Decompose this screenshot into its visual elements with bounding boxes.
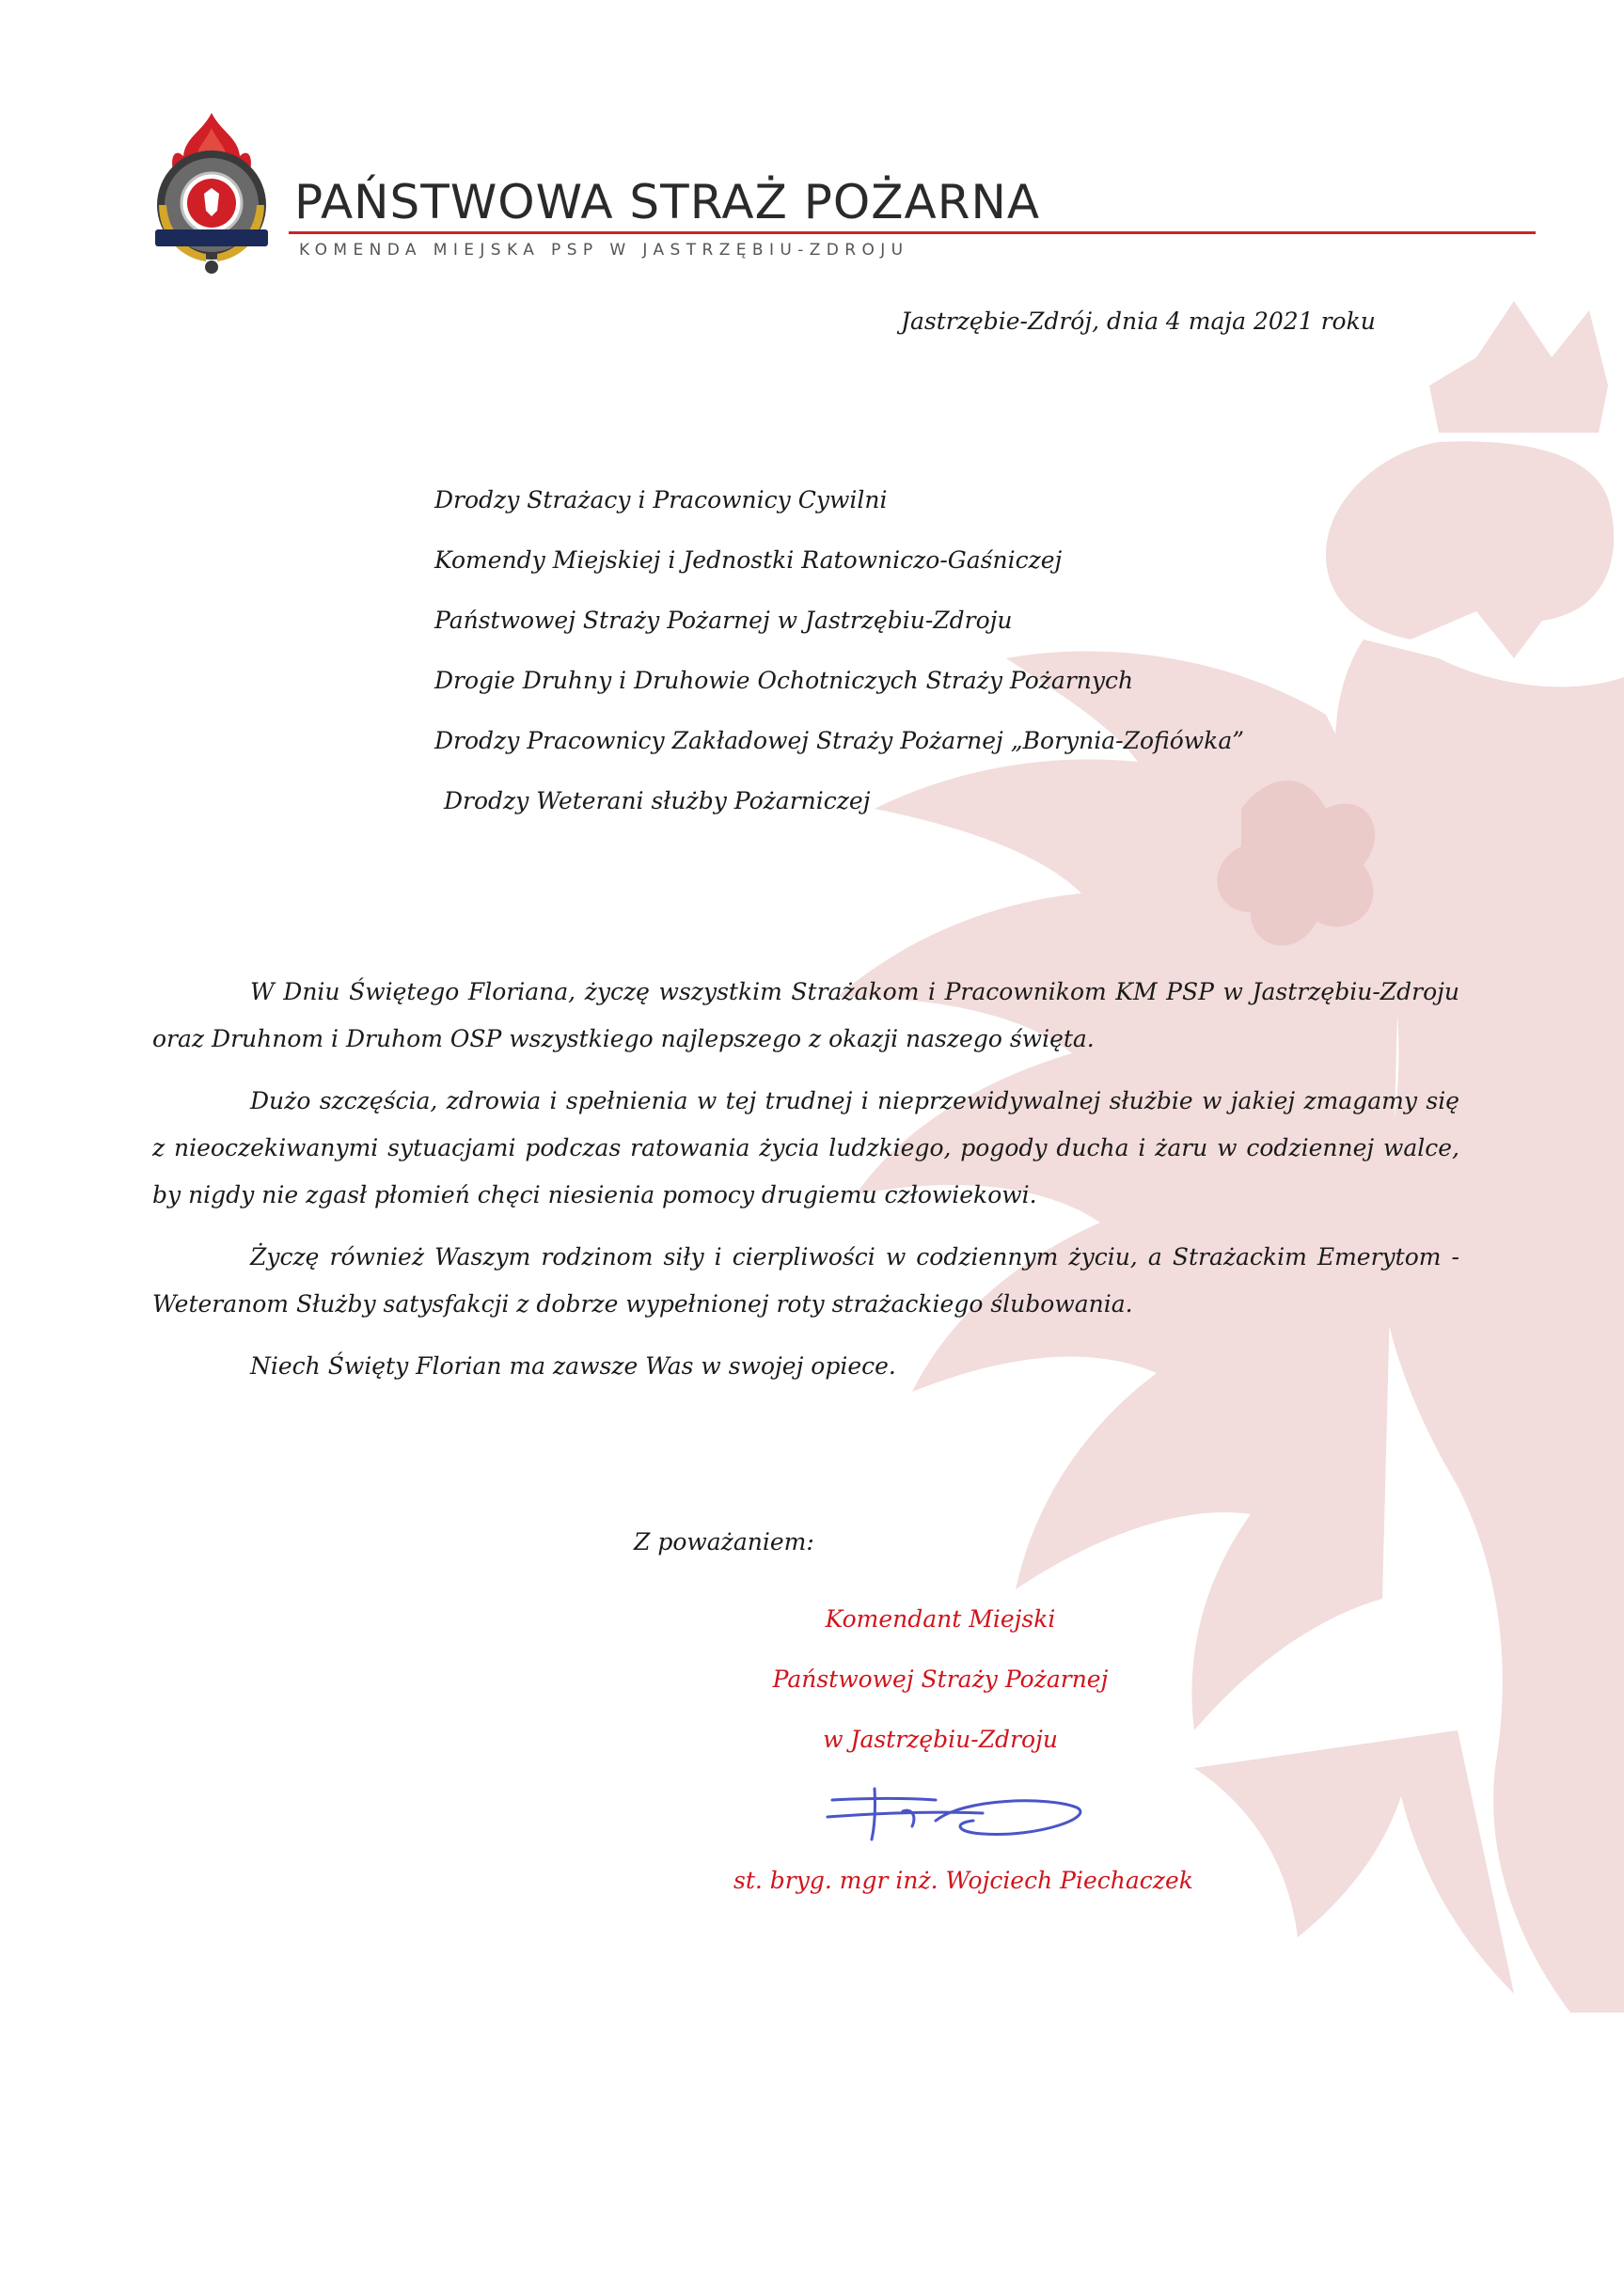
header-divider [289,231,1536,234]
addressee-line: Komendy Miejskiej i Jednostki Ratowniczo-Gaśniczej [434,546,1063,574]
signer-title-line: Państwowej Straży Pożarnej [772,1665,1109,1693]
signature-block [696,1589,1185,1770]
handwritten-signature-icon [823,1779,1086,1845]
signer-title-line: Komendant Miejski [825,1605,1056,1633]
body-paragraph: Niech Święty Florian ma zawsze Was w swojej opiece. [250,1352,896,1380]
signer-name: st. bryg. mgr inż. Wojciech Piechaczek [733,1867,1193,1894]
body-paragraph: Życzę również Waszym rodzinom siły i cierpliwości w codziennym życiu, a Strażackim Emerytom - Weteranom Służby satysfakcji z dobrze wypełnionej roty strażackiego ślubowania. [152,1243,1459,1318]
addressee-line: Drogie Druhny i Druhowie Ochotniczych Straży Pożarnych [434,667,1134,694]
addressee-line: Państwowej Straży Pożarnej w Jastrzębiu-Zdroju [434,607,1013,634]
letter-body [152,969,1459,1405]
addressee-line: Drodzy Strażacy i Pracownicy Cywilni [434,486,888,513]
addressee-line: Drodzy Weterani służby Pożarniczej [444,787,871,814]
org-name: PAŃSTWOWA STRAŻ POŻARNA [294,175,1041,229]
org-subtitle: KOMENDA MIEJSKA PSP W JASTRZĘBIU-ZDROJU [299,241,909,260]
addressee-list [434,470,1244,831]
signer-title-line: w Jastrzębiu-Zdroju [823,1726,1058,1753]
body-paragraph: W Dniu Świętego Floriana, życzę wszystkim Strażakom i Pracownikom KM PSP w Jastrzębiu-Zdroju oraz Druhnom i Druhom OSP wszystkiego najlepszego z okazji naszego święta. [152,978,1459,1052]
date-line: Jastrzębie-Zdrój, dnia 4 maja 2021 roku [901,308,1376,335]
closing-salutation: Z poważaniem: [634,1528,814,1555]
addressee-line: Drodzy Pracownicy Zakładowej Straży Pożarnej „Borynia-Zofiówka” [434,727,1244,754]
body-paragraph: Dużo szczęścia, zdrowia i spełnienia w tej trudnej i nieprzewidywalnej służbie w jakiej zmagamy się z nieoczekiwanymi sytuacjami podczas ratowania życia ludzkiego, pogody ducha i żaru w codziennej walce, by nigdy nie zgasł płomień chęci niesienia pomocy drugiemu człowiekowi. [152,1087,1459,1208]
letterhead [146,111,1537,280]
psp-emblem-icon [146,111,277,276]
